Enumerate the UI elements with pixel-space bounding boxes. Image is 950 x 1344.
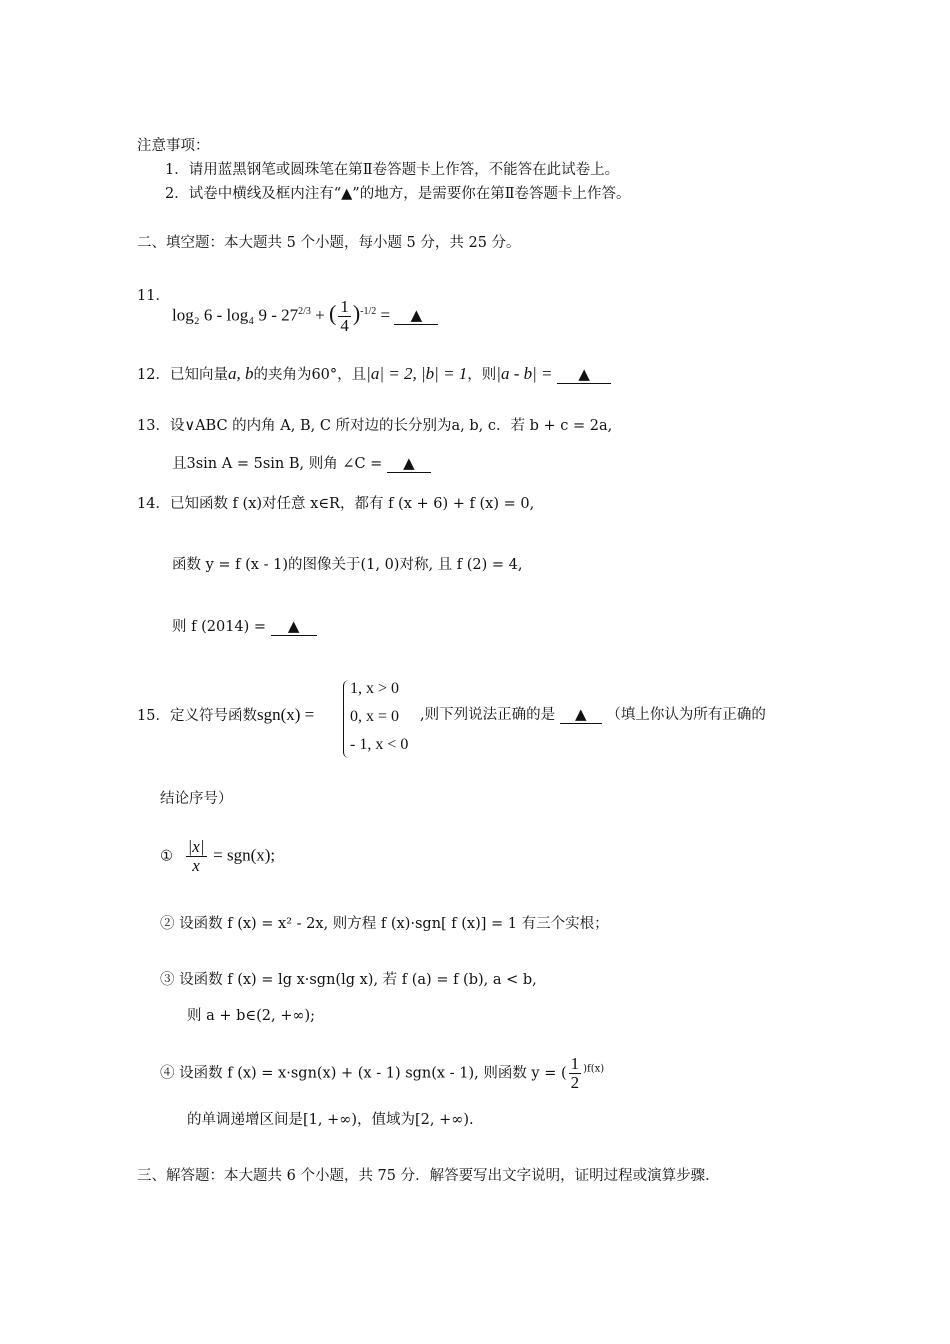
q15-option-3-line-1: ③ 设函数 f (x) = lg x·sgn(lg x), 若 f (a) = f (b), a < b, bbox=[160, 972, 537, 988]
q15-case-3: - 1, x < 0 bbox=[350, 736, 409, 753]
q15-cases-brace bbox=[343, 680, 350, 758]
q13-line-1: 13．设∨ABC 的内角 A, B, C 所对边的长分别为a, b, c．若 b + c = 2a, bbox=[137, 418, 613, 434]
notice-title: 注意事项： bbox=[137, 138, 210, 154]
q14-line-3: 则 f (2014) = ▲ bbox=[172, 617, 317, 637]
q14-line-2: 函数 y = f (x - 1)的图像关于(1, 0)对称, 且 f (2) = 4, bbox=[172, 557, 523, 573]
q15-answer-blank[interactable]: ▲ bbox=[560, 705, 602, 724]
notice-item-2: 2．试卷中横线及框内注有“▲”的地方，是需要你在第Ⅱ卷答题卡上作答。 bbox=[165, 186, 631, 202]
notice-item-1: 1．请用蓝黑钢笔或圆珠笔在第Ⅱ卷答题卡上作答，不能答在此试卷上。 bbox=[165, 162, 620, 178]
q12-line: 12．已知向量a, b的夹角为60°，且|a| = 2, |b| = 1，则|a - b| = ▲ bbox=[137, 364, 611, 385]
q15-option-4-line-1: ④ 设函数 f (x) = x·sgn(x) + (x - 1) sgn(x - 1), 则函数 y = ( $\frac{1}{2}$ $^{)f(x)}$ bbox=[160, 1054, 605, 1092]
q15-intro-end: 结论序号） bbox=[160, 791, 233, 807]
section-2-heading: 二、填空题：本大题共 5 个小题，每小题 5 分，共 25 分。 bbox=[137, 235, 521, 251]
q14-line-1: 14．已知函数 f (x)对任意 x∈R，都有 f (x + 6) + f (x) = 0, bbox=[137, 496, 535, 512]
q13-line-2: 且3sin A = 5sin B, 则角 ∠C = ▲ bbox=[172, 454, 431, 474]
q11-number: 11． bbox=[137, 288, 170, 304]
q15-intro-tail: ,则下列说法正确的是 ▲ （填上你认为所有正确的 bbox=[420, 705, 766, 723]
q11-answer-blank[interactable]: ▲ bbox=[394, 306, 438, 325]
q15-option-3-line-2: 则 a + b∈(2, +∞); bbox=[187, 1008, 316, 1024]
q12-answer-blank[interactable]: ▲ bbox=[557, 365, 611, 384]
q15-case-2: 0, x = 0 bbox=[350, 708, 400, 725]
q15-intro: 15．定义符号函数sgn(x) = bbox=[137, 705, 315, 724]
q11-expression: log₂ 6 - log₄ $9 - 27^{2/3}$ + ( $\frac{1}{4}$ )$^{-1/2}$ = ▲ bbox=[172, 298, 438, 335]
q14-answer-blank[interactable]: ▲ bbox=[271, 617, 317, 636]
q15-option-2: ② 设函数 f (x) = x² - 2x, 则方程 f (x)·sgn[ f (x)] = 1 有三个实根； bbox=[160, 916, 609, 932]
section-3-heading: 三、解答题：本大题共 6 个小题，共 75 分．解答要写出文字说明，证明过程或演算步骤． bbox=[137, 1168, 720, 1184]
q15-case-1: 1, x > 0 bbox=[350, 680, 400, 697]
q13-answer-blank[interactable]: ▲ bbox=[387, 454, 431, 473]
q15-option-4-line-2: 的单调递增区间是[1, +∞)，值域为[2, +∞). bbox=[187, 1112, 474, 1128]
q15-option-1: ① $\frac{|x|}{x}$ = sgn(x); bbox=[160, 837, 276, 875]
